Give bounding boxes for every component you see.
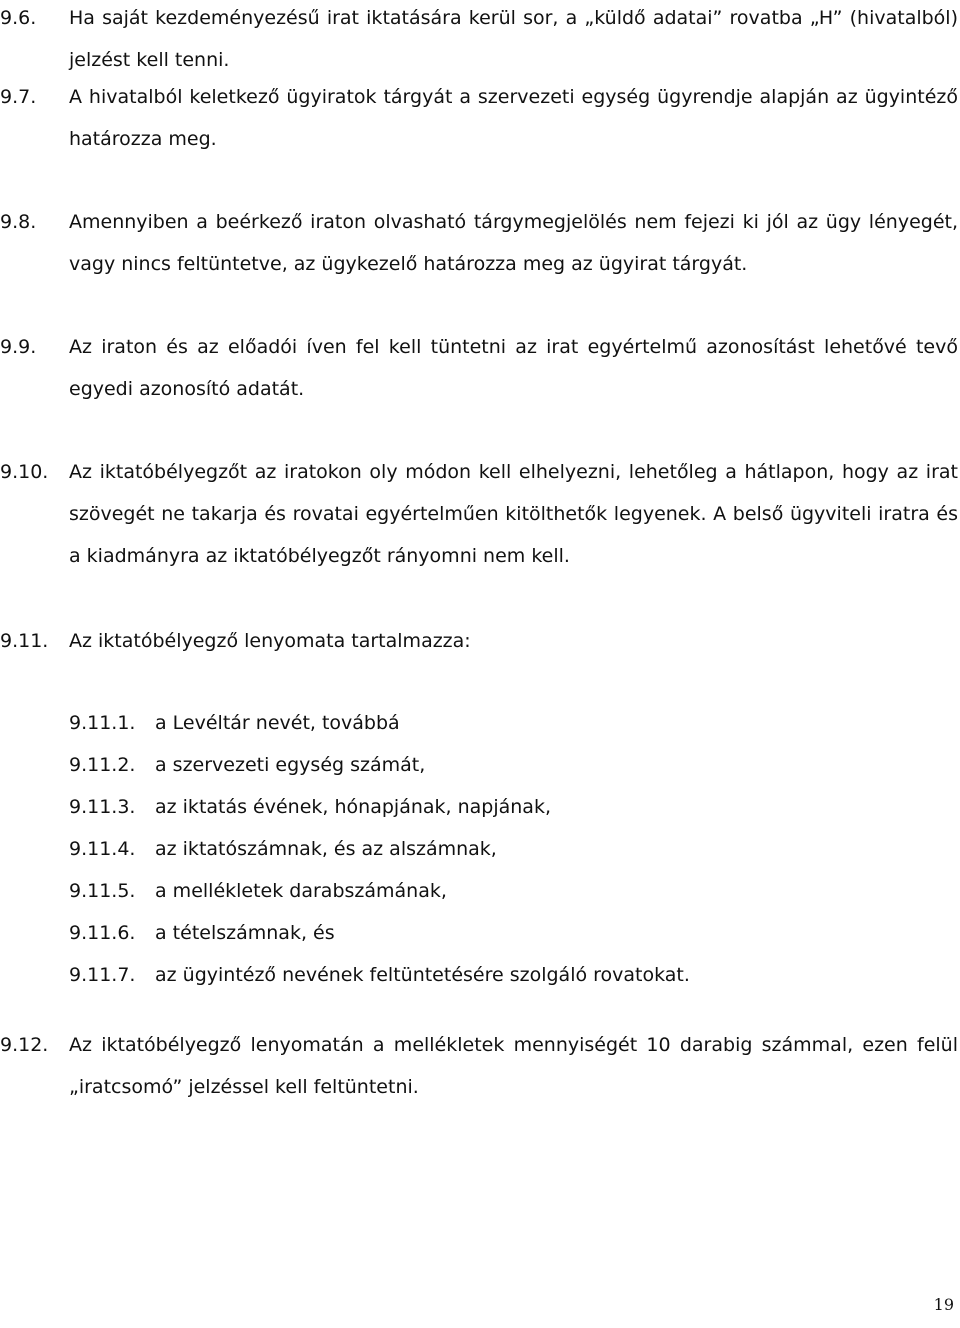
subitem-number: 9.11.3.: [69, 796, 136, 818]
section-9-12: [0, 1024, 958, 1108]
section-text: Az iktatóbélyegző lenyomatán a mellékletek mennyiségét 10 darabig számmal, ezen felül „iratcsomó” jelzéssel kell feltüntetni.: [69, 1034, 958, 1098]
section-9-11: [0, 620, 958, 662]
section-number: 9.6.: [0, 7, 37, 29]
subitem-number: 9.11.5.: [69, 880, 136, 902]
section-9-7: [0, 76, 958, 160]
section-number: 9.10.: [0, 461, 49, 483]
subitem-text: az iktatószámnak, és az alszámnak,: [155, 838, 497, 860]
section-9-6: [0, 0, 958, 81]
subitem-number: 9.11.4.: [69, 838, 136, 860]
subitem-text: a mellékletek darabszámának,: [155, 880, 447, 902]
section-number: 9.7.: [0, 86, 37, 108]
section-9-8: [0, 201, 958, 285]
subitem-text: a tételszámnak, és: [155, 922, 335, 944]
subitem-text: az ügyintéző nevének feltüntetésére szolgáló rovatokat.: [155, 964, 690, 986]
section-number: 9.8.: [0, 211, 37, 233]
subitem-number: 9.11.6.: [69, 922, 136, 944]
section-text: Ha saját kezdeményezésű irat iktatására kerül sor, a „küldő adatai” rovatba „H” (hivatalból) jelzést kell tenni.: [69, 7, 958, 71]
subitem-text: az iktatás évének, hónapjának, napjának,: [155, 796, 551, 818]
subitem-number: 9.11.1.: [69, 712, 136, 734]
section-text: Az iraton és az előadói íven fel kell tüntetni az irat egyértelmű azonosítást lehetővé tevő egyedi azonosító adatát.: [69, 336, 958, 400]
section-number: 9.12.: [0, 1034, 49, 1056]
subitem-number: 9.11.7.: [69, 964, 136, 986]
section-9-9: [0, 326, 958, 410]
section-text: Amennyiben a beérkező iraton olvasható tárgymegjelölés nem fejezi ki jól az ügy lényegét, vagy nincs feltüntetve, az ügykezelő határozza meg az ügyirat tárgyát.: [69, 211, 958, 275]
section-text: Az iktatóbélyegző lenyomata tartalmazza:: [69, 630, 471, 652]
section-text: Az iktatóbélyegzőt az iratokon oly módon kell elhelyezni, lehetőleg a hátlapon, hogy az irat szövegét ne takarja és rovatai egyértelműen kitölthetők legyenek. A belső ügyviteli iratra és a kiadmányra az iktatóbélyegzőt rányomni nem kell.: [69, 461, 958, 567]
subitem-text: a Levéltár nevét, továbbá: [155, 712, 400, 734]
subitem-number: 9.11.2.: [69, 754, 136, 776]
section-text: A hivatalból keletkező ügyiratok tárgyát a szervezeti egység ügyrendje alapján az ügyintéző határozza meg.: [69, 86, 958, 150]
section-9-10: [0, 451, 958, 577]
section-number: 9.11.: [0, 630, 49, 652]
page-number: 19: [933, 1295, 954, 1314]
subitem-text: a szervezeti egység számát,: [155, 754, 426, 776]
section-number: 9.9.: [0, 336, 37, 358]
